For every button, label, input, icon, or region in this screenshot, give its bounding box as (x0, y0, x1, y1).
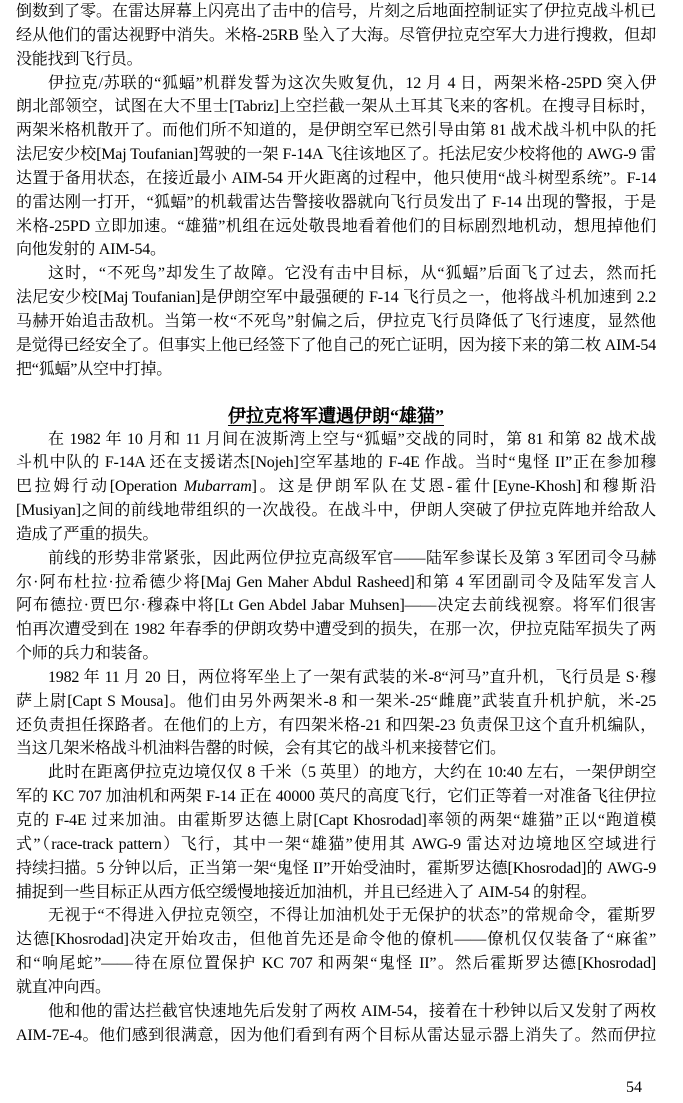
text-line: 伊拉克/苏联的“狐蝠”机群发誓为这次失败复仇，12 月 4 日，两架米格-25PD 突入伊 (48, 74, 656, 92)
text-segment: ]。这是伊朗军队在艾恩-霍什[Eyne-Khosh]和穆斯沿 (251, 478, 656, 496)
text-line: 的雷达刚一打开，“狐蝠”的机载雷达告警接收器就向飞行员发出了 F-14 出现的警报，于是 (16, 193, 656, 211)
text-line: 无视于“不得进入伊拉克领空，不得让加油机处于无保护的状态”的常规命令，霍斯罗 (48, 907, 656, 925)
text-line: 经从他们的雷达视野中消失。米格-25RB 坠入了大海。尽管伊拉克空军大力进行搜救，但却 (16, 26, 656, 44)
paragraph (16, 72, 656, 263)
text-line: 倒数到了零。在雷达屏幕上闪亮出了击中的信号，片刻之后地面控制证实了伊拉克战斗机已 (16, 3, 656, 20)
paragraph (16, 904, 656, 999)
text-line: 他和他的雷达拦截官快速地先后发射了两枚 AIM-54，接着在十秒钟以后又发射了两枚 (48, 1002, 656, 1020)
page-number: 54 (626, 1079, 642, 1096)
text-line: 怕再次遭受到在 1982 年春季的伊朗攻势中遭受到的损失，在那一次，伊拉克陆军损失了两 (16, 621, 656, 639)
text-line: 这时，“不死鸟”却发生了故障。它没有击中目标，从“狐蝠”后面飞了过去，然而托 (48, 265, 656, 283)
paragraph (16, 428, 656, 547)
text-line: 此时在距离伊拉克边境仅仅 8 千米（5 英里）的地方，大约在 10:40 左右，一架伊朗空 (48, 764, 656, 782)
text-line: 尔·阿布杜拉·拉希德少将[Maj Gen Maher Abdul Rasheed]和第 4 军团副司令及陆军发言人 (16, 573, 656, 591)
text-line: 克的 F-4E 过来加油。由霍斯罗达德上尉[Capt Khosrodad]率领的两架“雄猫”正以“跑道模 (16, 812, 656, 829)
page-body (16, 0, 656, 1047)
paragraph (16, 262, 656, 381)
text-line: 米格-25PD 立即加速。“雄猫”机组在远处敬畏地看着他们的目标剧烈地机动，想甩掉他们 (16, 217, 656, 235)
text-line: 斗机中队的 F-14A 还在支援诺杰[Nojeh]空军基地的 F-4E 作战。当时“鬼怪 II”正在参加穆 (16, 454, 656, 472)
text-line: 向他发射的 AIM-54。 (16, 241, 166, 259)
text-line: 是觉得已经安全了。但事实上他已经签下了他自己的死亡证明，因为接下来的第二枚 AIM-54 (16, 336, 656, 354)
section-heading-text: 伊拉克将军遭遇伊朗“雄猫” (228, 405, 444, 426)
text-line: 阿布德拉·贾巴尔·穆森中将[Lt Gen Abdel Jabar Muhsen]——决定去前线视察。将军们很害 (16, 597, 656, 615)
text-line (16, 475, 656, 499)
text-line: 式”（race-track pattern）飞行，其中一架“雄猫”使用其 AWG-9 雷达对边境地区空域进行 (16, 835, 656, 853)
text-line: 两架米格机散开了。而他们所不知道的，是伊朗空军已然引导由第 81 战术战斗机中队的托 (16, 122, 656, 140)
text-line: 在 1982 年 10 月和 11 月间在波斯湾上空与“狐蝠”交战的同时，第 81 和第 82 战术战 (48, 430, 656, 448)
text-line: 把“狐蝠”从空中打掉。 (16, 360, 173, 378)
paragraph (16, 761, 656, 904)
text-line: 朗北部领空，试图在大不里士[Tabriz]上空拦截一架从土耳其飞来的客机。在搜寻目标时， (16, 98, 656, 116)
italic-text-segment: Mubarram (183, 478, 252, 496)
text-line: 达德[Khosrodad]决定开始攻击，但他首先还是命令他的僚机——僚机仅仅装备了“麻雀” (16, 931, 656, 949)
paragraph (16, 0, 656, 72)
text-line: 法尼安少校[Maj Toufanian]驾驶的一架 F-14A 飞往该地区了。托法尼安少校将他的 AWG-9 雷 (16, 146, 656, 164)
text-line: [Musiyan]之间的前线地带组织的一次战役。在战斗中，伊朗人突破了伊拉克阵地并给敌人 (16, 502, 656, 520)
text-line: 法尼安少校[Maj Toufanian]是伊朗空军中最强硬的 F-14 飞行员之一，他将战斗机加速到 2.2 (16, 289, 656, 307)
section-body (16, 0, 656, 382)
section-heading (16, 404, 656, 428)
text-line: 军的 KC 707 加油机和两架 F-14 正在 40000 英尺的高度飞行，它们正等着一对准备飞往伊拉 (16, 788, 656, 806)
text-line: 和“响尾蛇”——待在原位置保护 KC 707 和两架“鬼怪 II”。然后霍斯罗达德[Khosrodad] (16, 955, 656, 973)
text-line: 前线的形势非常紧张，因此两位伊拉克高级军官——陆军参谋长及第 3 军团司令马赫 (48, 549, 656, 567)
text-line: 造成了严重的损失。 (16, 525, 159, 543)
text-line: 当这几架米格战斗机油料告罄的时候，会有其它的战斗机来接替它们。 (16, 740, 506, 758)
text-line: 还负责担任探路者。在他们的上方，有四架米格-21 和四架-23 负责保卫这个直升机编队， (16, 716, 656, 734)
text-line: AIM-7E-4。他们感到很满意，因为他们看到有两个目标从雷达显示器上消失了。然而伊拉 (16, 1026, 656, 1044)
text-line: 萨上尉[Capt S Mousa]。他们由另外两架米-8 和一架米-25“雌鹿”武装直升机护航，米-25 (16, 692, 656, 710)
paragraph (16, 547, 656, 666)
text-segment: 巴拉姆行动[Operation (16, 478, 184, 496)
paragraph (16, 666, 656, 761)
section-body (16, 428, 656, 1048)
text-line: 个师的兵力和装备。 (16, 645, 159, 663)
text-line: 没能找到飞行员。 (16, 50, 143, 68)
text-line: 持续扫描。5 分钟以后，正当第一架“鬼怪 II”开始受油时，霍斯罗达德[Khosrodad]的 AWG-9 (16, 859, 656, 877)
paragraph (16, 1000, 656, 1048)
text-line: 捕捉到一些目标正从西方低空缓慢地接近加油机，并且已经进入了 AIM-54 的射程。 (16, 883, 597, 901)
text-line: 就直冲向西。 (16, 978, 111, 996)
text-line: 马赫开始追击敌机。当第一枚“不死鸟”射偏之后，伊拉克飞行员降低了飞行速度，显然他 (16, 312, 656, 330)
text-line: 1982 年 11 月 20 日，两位将军坐上了一架有武装的米-8“河马”直升机，飞行员是 S·穆 (48, 668, 656, 686)
text-line: 达置于备用状态，在接近最小 AIM-54 开火距离的过程中，他只使用“战斗树型系统”。F-14 (16, 169, 656, 187)
